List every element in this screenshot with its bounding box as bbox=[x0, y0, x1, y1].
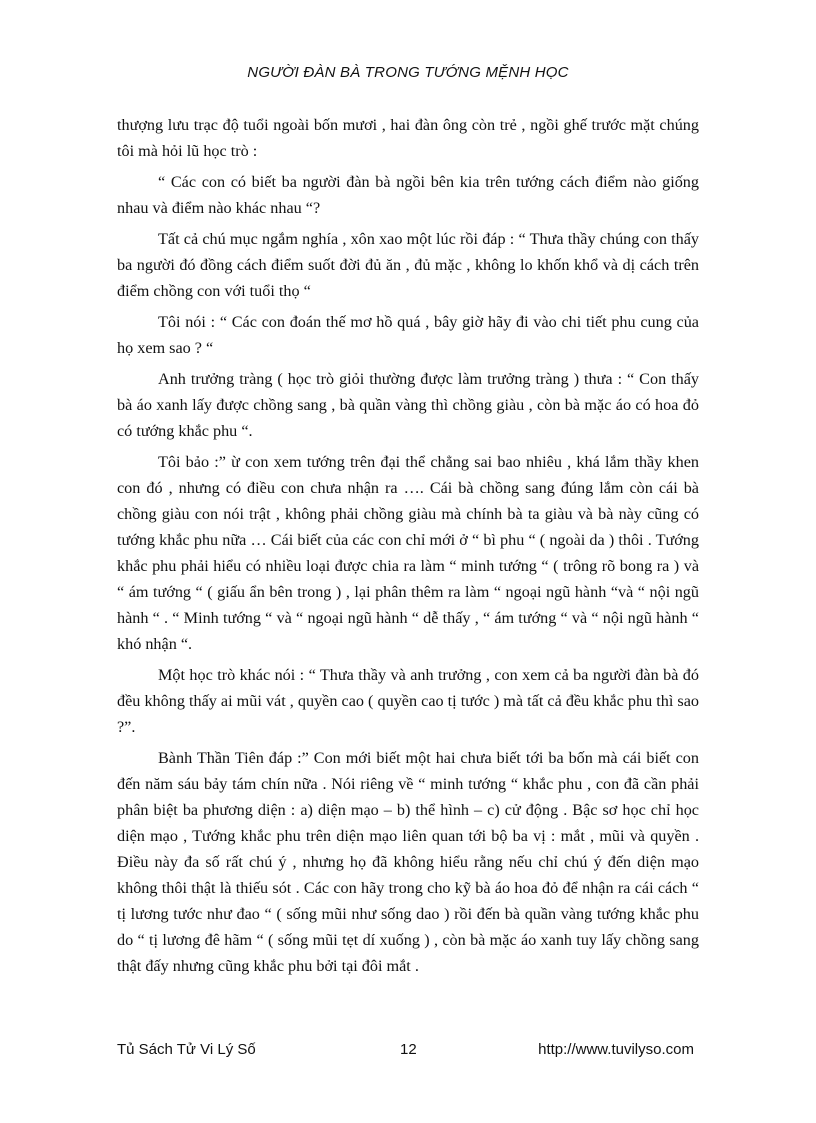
paragraph: Tôi nói : “ Các con đoán thế mơ hồ quá , bây giờ hãy đi vào chi tiết phu cung của họ xem sao ? “ bbox=[117, 313, 699, 357]
paragraph: thượng lưu trạc độ tuổi ngoài bốn mươi , hai đàn ông còn trẻ , ngồi ghế trước mặt chúng tôi mà hỏi lũ học trò : bbox=[117, 116, 699, 160]
paragraph: Tất cả chú mục ngắm nghía , xôn xao một lúc rồi đáp : “ Thưa thầy chúng con thấy ba người đó đồng cách điểm suốt đời đủ ăn , đủ mặc , không lo khốn khổ và dị cách trên điểm chồng con với tuổi thọ “ bbox=[117, 230, 699, 300]
footer-url: http://www.tuvilyso.com bbox=[538, 1041, 694, 1058]
page-body bbox=[117, 112, 699, 984]
paragraph: Anh trưởng tràng ( học trò giỏi thường được làm trưởng tràng ) thưa : “ Con thấy bà áo xanh lấy được chồng sang , bà quần vàng thì chồng giàu , còn bà mặc áo có hoa đỏ có tướng khắc phu “. bbox=[117, 370, 699, 440]
running-header: NGƯỜI ĐÀN BÀ TRONG TƯỚNG MỆNH HỌC bbox=[247, 64, 569, 81]
paragraph: Một học trò khác nói : “ Thưa thầy và anh trưởng , con xem cả ba người đàn bà đó đều không thấy ai mũi vát , quyền cao ( quyền cao tị tước ) mà tất cả đều khắc phu thì sao ?”. bbox=[117, 666, 699, 736]
footer-book-title: Tủ Sách Tử Vi Lý Số bbox=[117, 1041, 256, 1058]
page-footer bbox=[117, 1041, 694, 1061]
paragraph: “ Các con có biết ba người đàn bà ngồi bên kia trên tướng cách điểm nào giống nhau và điểm nào khác nhau “? bbox=[117, 173, 699, 217]
paragraph: Tôi bảo :” ừ con xem tướng trên đại thể chẳng sai bao nhiêu , khá lắm thầy khen con đó , nhưng có điều con chưa nhận ra …. Cái bà chồng sang đúng lắm còn cái bà chồng giàu con nói trật , không phải chồng giàu mà chính bà ta giàu và bà này cũng có tướng khắc phu nữa … Cái biết của các con chỉ mới ở “ bì phu “ ( ngoài da ) thôi . Tướng khắc phu phải hiểu có nhiều loại được chia ra làm “ minh tướng “ ( trông rõ bong ra ) và “ ám tướng “ ( giấu ẩn bên trong ) , lại phân thêm ra làm “ ngoại ngũ hành “và “ nội ngũ hành “ . “ Minh tướng “ và “ ngoại ngũ hành “ dễ thấy , “ ám tướng “ và “ nội ngũ hành “ khó nhận “. bbox=[117, 453, 699, 653]
paragraph: Bành Thần Tiên đáp :” Con mới biết một hai chưa biết tới ba bốn mà cái biết con đến năm sáu bảy tám chín nữa . Nói riêng về “ minh tướng “ khắc phu , con đã cần phải phân biệt ba phương diện : a) diện mạo – b) thể hình – c) cử động . Bậc sơ học chỉ học diện mạo , Tướng khắc phu trên diện mạo liên quan tới bộ ba vị : mắt , mũi và quyền . Điều này đa số rất chú ý , nhưng họ đã không hiểu rằng nếu chỉ chú ý đến diện mạo không thôi thật là thiếu sót . Các con hãy trong cho kỹ bà áo hoa đỏ để nhận ra cái cách “ tị lương tước như đao “ ( sống mũi như sống dao ) rồi đến bà quần vàng tướng khắc phu do “ tị lương đê hãm “ ( sống mũi tẹt dí xuống ) , còn bà mặc áo xanh tuy lấy chồng sang thật đấy nhưng cũng khắc phu bởi tại đôi mắt . bbox=[117, 749, 699, 975]
page-number: 12 bbox=[400, 1041, 417, 1058]
